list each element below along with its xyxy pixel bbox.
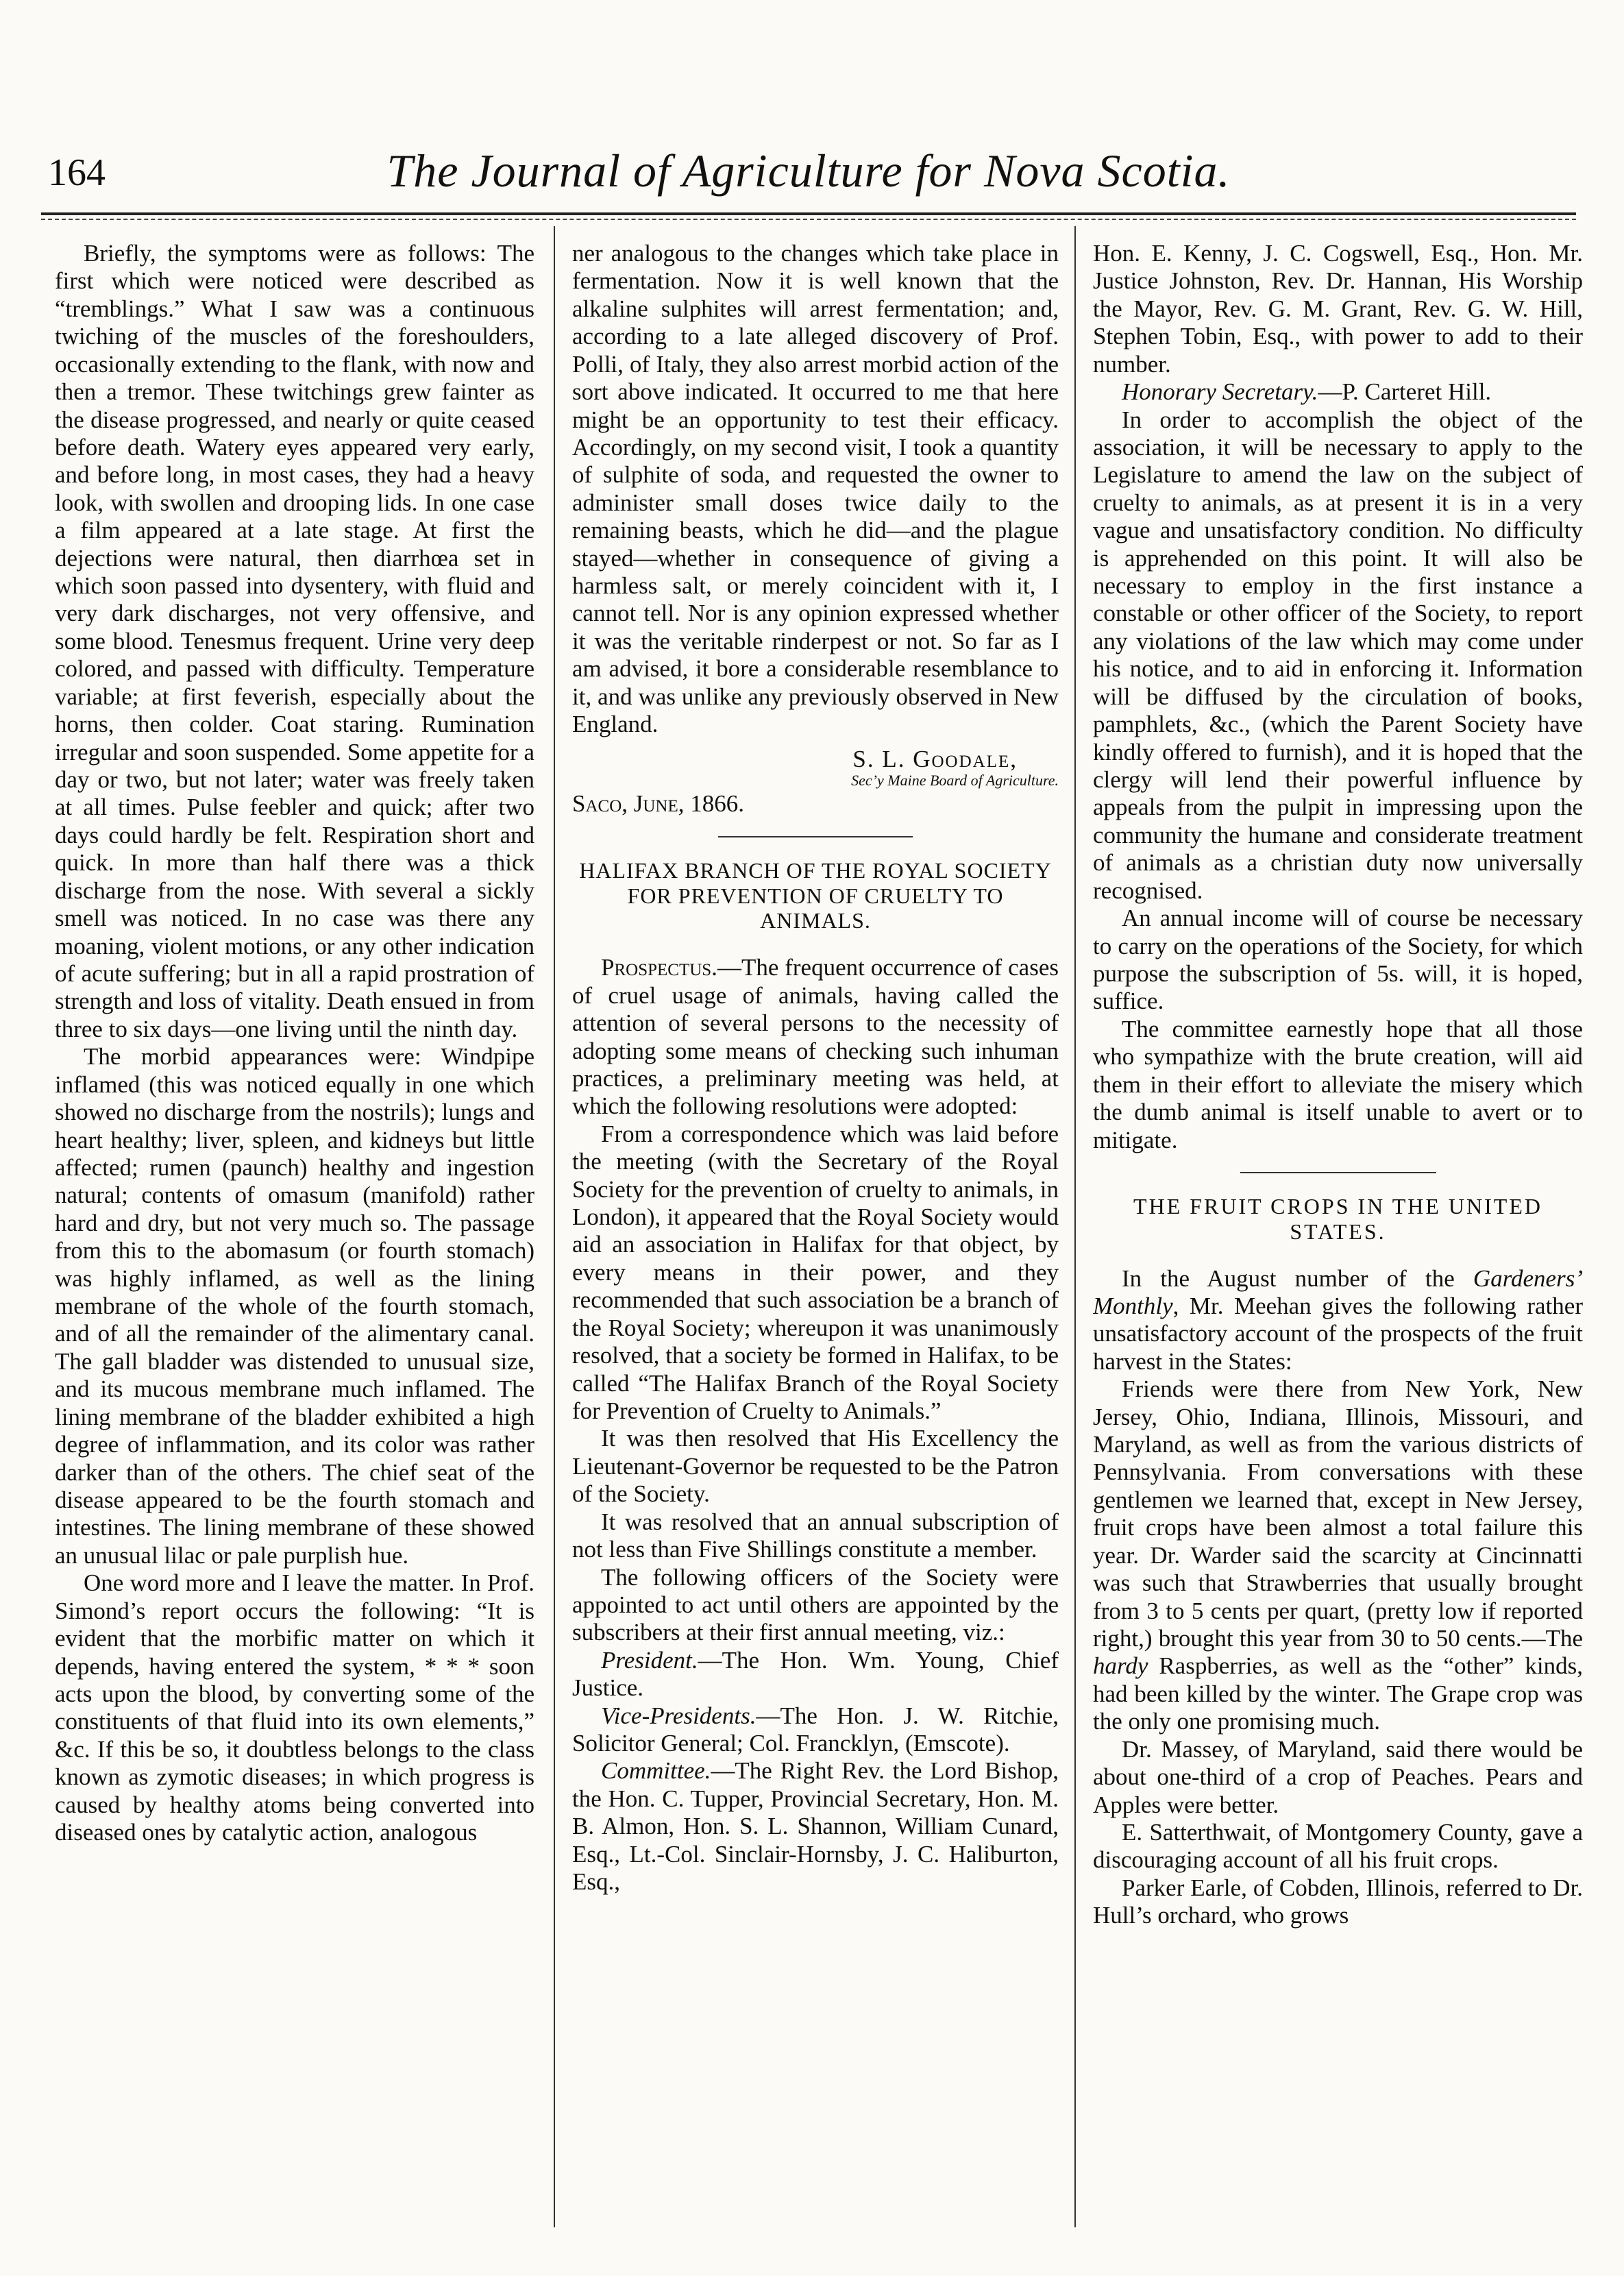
- paragraph: Briefly, the symptoms were as follows: The first which were noticed were described as “tremblings.” What I saw was a continuous twiching of the muscles of the foreshoulders, occasionally extending to the flank, with now and then a tremor. These twitchings grew fainter as the disease progressed, and nearly or quite ceased before death. Watery eyes appeared very early, and before long, in most cases, they had a heavy look, with swollen and drooping lids. In one case a film appeared at a late stage. At first the dejections were natural, then diarrhœa set in which soon passed into dysentery, with fluid and very dark discharges, not very offensive, and some blood. Tenesmus frequent. Urine very deep colored, and passed with difficulty. Temperature variable; at first feverish, especially about the horns, then colder. Coat staring. Rumination irregular and soon suspended. Some appetite for a day or two, but not later; water was freely taken at all times. Pulse feebler and quick; after two days could hardly be felt. Respiration short and quick. In more than half there was a thick discharge from the nose. With several a sickly smell was noticed. In no case was there any moaning, violent motions, or any other indication of acute suffering; but in all a rapid prostration of strength and loss of vitality. Death ensued in from three to six days—one living until the ninth day.: [55, 240, 534, 1042]
- paragraph: From a correspondence which was laid before the meeting (with the Secretary of the Royal Society for the prevention of cruelty to animals, in London), it appeared that the Royal Society would aid an association in Halifax for that object, by every means in their power, and they recommended that such association be a branch of the Royal Society; whereupon it was unanimously resolved, that a society be formed in Halifax, to be called “The Halifax Branch of the Royal Society for Prevention of Cruelty to Animals.”: [572, 1120, 1059, 1424]
- page-number: 164: [48, 151, 106, 194]
- paragraph: Hon. E. Kenny, J. C. Cogswell, Esq., Hon. Mr. Justice Johnston, Rev. Dr. Hannan, His Worship the Mayor, Rev. G. M. Grant, Rev. G. W. Hill, Stephen Tobin, Esq., with power to add to their number.: [1093, 240, 1583, 378]
- paragraph: In the August number of the Gardeners’ Monthly, Mr. Meehan gives the following rather unsatisfactory account of the prospects of the fruit harvest in the States:: [1093, 1264, 1583, 1375]
- officer-label: Honorary Secretary.: [1122, 378, 1318, 406]
- paragraph: ner analogous to the changes which take place in fermentation. Now it is well known that the alkaline sulphites will arrest fermentation; and, according to a late alleged discovery of Prof. Polli, of Italy, they also arrest morbid action of the sort above indicated. It occurred to me that here might be an opportunity to test their efficacy. Accordingly, on my second visit, I took a quantity of sulphite of soda, and requested the owner to administer small doses twice daily to the remaining beasts, which he did—and the plague stayed—whether in consequence of giving a harmless salt, or merely coincident with it, I cannot tell. Nor is any opinion expressed whether it was the veritable rinderpest or not. So far as I am advised, it bore a considerable resemblance to it, and was unlike any previously observed in New England.: [572, 240, 1059, 738]
- paragraph: Prospectus.—The frequent occurrence of cases of cruel usage of animals, having called the attention of several persons to the necessity of adopting some means of checking such inhuman practices, a preliminary meeting was held, at which the following resolutions were adopted:: [572, 954, 1059, 1120]
- paragraph: The committee earnestly hope that all those who sympathize with the brute creation, will aid them in their effort to alleviate the misery which the dumb animal is itself unable to avert or to mitigate.: [1093, 1015, 1583, 1153]
- paragraph: Parker Earle, of Cobden, Illinois, referred to Dr. Hull’s orchard, who grows: [1093, 1874, 1583, 1929]
- paragraph: Dr. Massey, of Maryland, said there would be about one-third of a crop of Peaches. Pears and Apples were better.: [1093, 1735, 1583, 1818]
- paragraph: An annual income will of course be necessary to carry on the operations of the Society, for which purpose the subscription of 5s. will, it is hoped, suffice.: [1093, 905, 1583, 1015]
- lead-word: Prospectus.: [601, 954, 717, 981]
- signature-name: S. L. Goodale,: [852, 745, 1018, 772]
- paragraph: The morbid appearances were: Windpipe inflamed (this was noticed equally in one which showed no discharge from the nostrils); lungs and heart healthy; liver, spleen, and kidneys but little affected; rumen (paunch) healthy and ingestion natural; contents of omasum (manifold) rather hard and dry, but not very much so. The passage from this to the abomasum (or fourth stomach) was highly inflamed, as well as the lining membrane of the whole of the fourth stomach, and of all the remainder of the alimentary canal. The gall bladder was distended to unusual size, and its mucous membrane much inflamed. The lining membrane of the bladder exhibited a high degree of inflammation, and its color was rather darker than of the others. The chief seat of the disease appeared to be the fourth stomach and intestines. The lining membrane of these showed an unusual lilac or pale purplish hue.: [55, 1043, 534, 1569]
- officer-label: Vice-Presidents.: [601, 1702, 756, 1729]
- running-title: The Journal of Agriculture for Nova Scotia.: [386, 145, 1231, 197]
- paragraph: In order to accomplish the object of the association, it will be necessary to apply to the Legislature to amend the law on the subject of cruelty to animals, as at present it is in a very vague and unsatisfactory condition. No difficulty is apprehended on this point. It will also be necessary to employ in the first instance a constable or other officer of the Society, to report any violations of the law which may come under his notice, and to aid in enforcing it. Information will be diffused by the circulation of books, pamphlets, &c., (which the Parent Society have kindly offered to furnish), and it is hoped that the clergy will lend their powerful influence by appeals from the pulpit in impressing upon the community the humane and considerate treatment of animals as a christian duty now universally recognised.: [1093, 406, 1583, 904]
- section-divider: [718, 836, 913, 837]
- column-1: [55, 240, 534, 2214]
- signature-title: Sec’y Maine Board of Agriculture.: [851, 772, 1059, 790]
- paragraph: Vice-Presidents.—The Hon. J. W. Ritchie, Solicitor General; Col. Francklyn, (Emscote).: [572, 1702, 1059, 1757]
- section-divider: [1240, 1172, 1436, 1173]
- header-rule: [41, 212, 1576, 220]
- paragraph: Committee.—The Right Rev. the Lord Bishop, the Hon. C. Tupper, Provincial Secretary, Hon. M. B. Almon, Hon. S. L. Shannon, William Cunard, Esq., Lt.-Col. Sinclair-Hornsby, J. C. Haliburton, Esq.,: [572, 1757, 1059, 1896]
- officer-label: Committee.: [601, 1757, 711, 1785]
- paragraph: Honorary Secretary.—P. Carteret Hill.: [1122, 378, 1492, 406]
- paragraph: It was then resolved that His Excellency the Lieutenant-Governor be requested to be the Patron of the Society.: [572, 1425, 1059, 1508]
- paragraph: E. Satterthwait, of Montgomery County, gave a discouraging account of all his fruit crops.: [1093, 1818, 1583, 1874]
- officer-label: President.: [601, 1646, 698, 1674]
- column-rule-2: [1074, 226, 1076, 2227]
- paragraph: President.—The Hon. Wm. Young, Chief Justice.: [572, 1646, 1059, 1702]
- publication-title: Gardeners’ Monthly: [1093, 1264, 1583, 1319]
- paragraph: One word more and I leave the matter. In Prof. Simond’s report occurs the following: “It is evident that the morbific matter on which it depends, having entered the system, * * * soon acts upon the blood, by converting some of the constituents of that fluid into its own elements,” &c. If this be so, it doubtless belongs to the class known as zymotic diseases; in which progress is caused by healthy atoms being converted into diseased ones by catalytic action, analogous: [55, 1569, 534, 1846]
- paragraph: It was resolved that an annual subscription of not less than Five Shillings constitute a member.: [572, 1508, 1059, 1563]
- paragraph: Friends were there from New York, New Jersey, Ohio, Indiana, Illinois, Missouri, and Maryland, as well as from the various districts of Pennsylvania. From conversations with these gentlemen we learned that, except in New Jersey, fruit crops have been almost a total failure this year. Dr. Warder said the scarcity at Cincinnatti was such that Strawberries that usually brought from 3 to 5 cents per quart, (pretty low if reported right,) brought this year from 30 to 50 cents.—The hardy Raspberries, as well as the “other” kinds, had been killed by the winter. The Grape crop was the only one promising much.: [1093, 1375, 1583, 1735]
- column-rule-1: [554, 226, 555, 2227]
- article-heading: THE FRUIT CROPS IN THE UNITED STATES.: [1133, 1193, 1542, 1244]
- page-header: [41, 140, 1576, 209]
- column-3: [1093, 240, 1583, 2214]
- article-heading: HALIFAX BRANCH OF THE ROYAL SOCIETY FOR PREVENTION OF CRUELTY TO ANIMALS.: [579, 857, 1052, 933]
- paragraph: The following officers of the Society were appointed to act until others are appointed by the subscribers at their first annual meeting, viz.:: [572, 1563, 1059, 1646]
- signature-place: Saco, June, 1866.: [572, 790, 744, 818]
- column-2: [572, 240, 1059, 2214]
